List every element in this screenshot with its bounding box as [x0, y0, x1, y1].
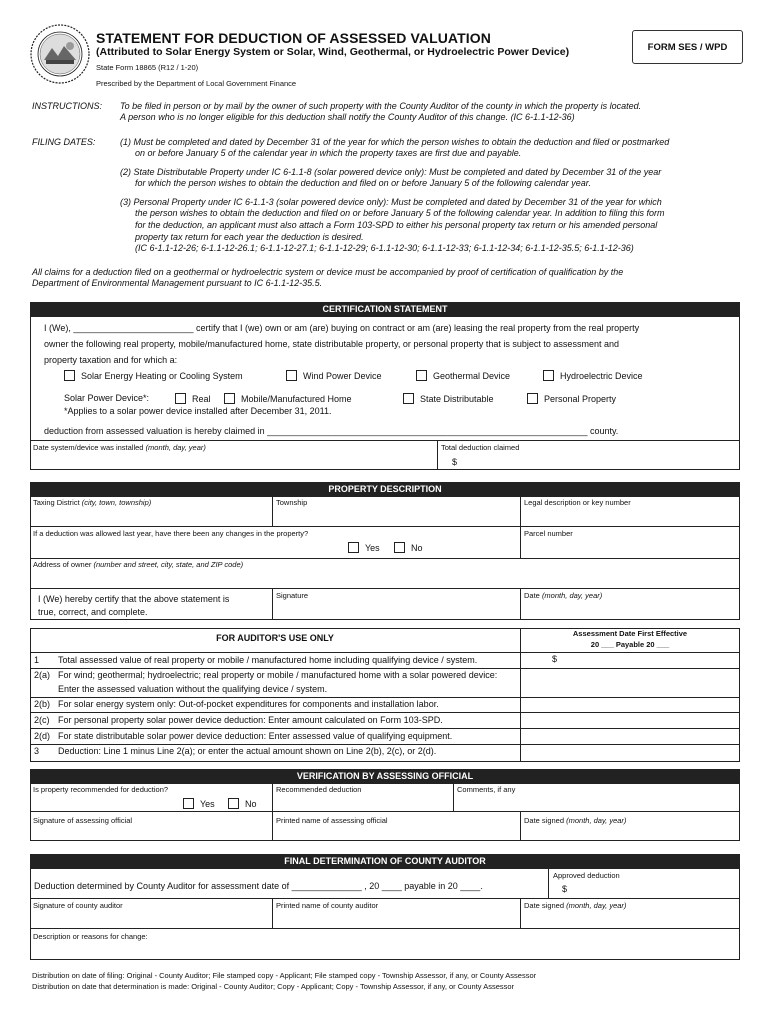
- filing-item-3-line-4: property tax return for each year the deduction is desired.: [135, 232, 364, 242]
- changes-yes-checkbox[interactable]: [348, 542, 359, 553]
- state-distributable-label: State Distributable: [420, 394, 494, 404]
- claims-note-line-2: Department of Environmental Management pursuant to IC 6-1.1-12-35.5.: [32, 278, 323, 288]
- real-label: Real: [192, 394, 211, 404]
- assessor-date-signed-label: Date signed: [524, 816, 565, 825]
- personal-property-label: Personal Property: [544, 394, 617, 404]
- distribution-filing: Distribution on date of filing: Original - County Auditor; File stamped copy - Applicant; File stamped copy - Township Assessor, if any, or County Assessor: [32, 971, 537, 980]
- description-label: Description or reasons for change:: [33, 932, 148, 941]
- auditor-line-text: For personal property solar power device deduction: Enter amount calculated on Form 103-SPD.: [58, 715, 443, 725]
- personal-property-checkbox[interactable]: [527, 393, 538, 404]
- determined-line[interactable]: Deduction determined by County Auditor for assessment date of ______________ , 20 ____ payable in 20 ____.: [34, 881, 483, 891]
- solar-energy-label: Solar Energy Heating or Cooling System: [81, 371, 243, 381]
- total-claimed-label: Total deduction claimed: [441, 443, 520, 452]
- deduction-county-line[interactable]: deduction from assessed valuation is hereby claimed in ________________________________________________________________ county.: [44, 426, 619, 436]
- changes-yes-label: Yes: [365, 543, 380, 553]
- filing-item-3-line-2: the person wishes to obtain the deduction and filed on or before January 5 of the following calendar year. In addition to filing this form: [135, 208, 665, 218]
- township-label: Township: [276, 498, 308, 507]
- auditor-date-hint: (month, day, year): [566, 901, 627, 910]
- recommended-no-checkbox[interactable]: [228, 798, 239, 809]
- hydroelectric-checkbox[interactable]: [543, 370, 554, 381]
- wind-power-label: Wind Power Device: [303, 371, 382, 381]
- recommended-no-label: No: [245, 799, 257, 809]
- date-installed-label: Date system/device was installed: [33, 443, 144, 452]
- auditor-line-number: 3: [34, 746, 40, 756]
- signature-label: Signature: [276, 591, 309, 600]
- auditor-line-text: Deduction: Line 1 minus Line 2(a); or enter the actual amount shown on Line 2(b), 2(c), or 2(d).: [58, 746, 437, 756]
- parcel-number-label: Parcel number: [524, 529, 573, 538]
- recommended-yes-label: Yes: [200, 799, 215, 809]
- certification-heading: CERTIFICATION STATEMENT: [30, 302, 740, 316]
- legal-description-label: Legal description or key number: [524, 498, 631, 507]
- cert-line-3: property taxation and for which a:: [44, 355, 178, 365]
- state-distributable-checkbox[interactable]: [403, 393, 414, 404]
- effective-title: Assessment Date First Effective: [572, 629, 688, 638]
- auditor-dollar[interactable]: $: [552, 654, 558, 664]
- date-hint: (month, day, year): [541, 591, 603, 600]
- filing-item-3-line-1: (3) Personal Property under IC 6-1.1-3 (solar powered device only): Must be completed and dated by December 31 of the year for which: [120, 197, 662, 207]
- auditor-line-number: 1: [34, 655, 40, 665]
- certify-text-line-1: I (We) hereby certify that the above statement is: [38, 594, 230, 604]
- state-seal-logo: [30, 24, 90, 84]
- auditor-date-signed-label: Date signed: [524, 901, 565, 910]
- auditor-line-number: 2(b): [34, 699, 51, 709]
- instructions-line-2: A person who is no longer eligible for this deduction shall notify the County Auditor of this change. (IC 6-1.1-12-36): [120, 112, 575, 122]
- filing-item-1-line-2: on or before January 5 of the calendar year in which the property taxes are first due and payable.: [135, 148, 522, 158]
- auditor-line-number: 2(c): [34, 715, 50, 725]
- auditor-line-text: For wind; geothermal; hydroelectric; real property or mobile / manufactured home with a solar powered device:: [58, 670, 498, 680]
- auditor-line-number: 2(a): [34, 670, 51, 680]
- filing-item-1-line-1: (1) Must be completed and dated by December 31 of the year for which the person wishes to obtain the deduction and filed or postmarked: [120, 137, 670, 147]
- auditor-line-text: For solar energy system only: Out-of-pocket expenditures for components and installation labor.: [58, 699, 439, 709]
- auditor-line-text: Total assessed value of real property or mobile / manufactured home including qualifying device / system.: [58, 655, 478, 665]
- form-subtitle: (Attributed to Solar Energy System or Solar, Wind, Geothermal, or Hydroelectric Power Device): [96, 46, 570, 58]
- approved-deduction-label: Approved deduction: [553, 871, 620, 880]
- filing-item-3-line-3: for the deduction, an applicant must also attach a Form 103-SPD to either his personal property tax return or his amended personal: [135, 220, 658, 230]
- geothermal-label: Geothermal Device: [433, 371, 511, 381]
- verification-heading: VERIFICATION BY ASSESSING OFFICIAL: [30, 769, 740, 783]
- auditor-printed-name-label: Printed name of county auditor: [276, 901, 379, 910]
- real-checkbox[interactable]: [175, 393, 186, 404]
- date-installed-hint: (month, day, year): [145, 443, 206, 452]
- instructions-label: INSTRUCTIONS:: [32, 101, 103, 111]
- recommended-deduction-label: Recommended deduction: [276, 785, 362, 794]
- assessor-date-hint: (month, day, year): [566, 816, 627, 825]
- final-heading: FINAL DETERMINATION OF COUNTY AUDITOR: [30, 854, 740, 868]
- form-title: STATEMENT FOR DEDUCTION OF ASSESSED VALUATION: [96, 30, 491, 46]
- total-claimed-dollar[interactable]: $: [452, 457, 458, 467]
- certify-text-line-2: true, correct, and complete.: [38, 607, 148, 617]
- changes-question: If a deduction was allowed last year, have there been any changes in the property?: [33, 529, 309, 538]
- mobile-home-checkbox[interactable]: [224, 393, 235, 404]
- date-label: Date: [524, 591, 540, 600]
- distribution-determination: Distribution on date that determination is made: Original - County Auditor; Copy - Applicant; Copy - Township Assessor, if any, or County Assessor: [32, 982, 515, 991]
- comments-label: Comments, if any: [457, 785, 516, 794]
- taxing-district-hint: (city, town, township): [81, 498, 152, 507]
- owner-address-hint: (number and street, city, state, and ZIP code): [93, 560, 244, 569]
- assessor-printed-name-label: Printed name of assessing official: [276, 816, 388, 825]
- applies-note: *Applies to a solar power device installed after December 31, 2011.: [64, 406, 332, 416]
- filing-item-3-line-5: (IC 6-1.1-12-26; 6-1.1-12-26.1; 6-1.1-12-27.1; 6-1.1-12-29; 6-1.1-12-30; 6-1.1-12-33; 6-1.1-12-34; 6-1.1-12-35.5; 6-1.1-12-36): [135, 243, 634, 253]
- auditor-signature-label: Signature of county auditor: [33, 901, 123, 910]
- cert-line-1: I (We), ________________________ certify that I (we) own or am (are) buying on contract or am (are) leasing the real property from the real property: [44, 323, 640, 333]
- form-code-box: FORM SES / WPD: [632, 30, 743, 64]
- geothermal-checkbox[interactable]: [416, 370, 427, 381]
- filing-dates-label: FILING DATES:: [32, 137, 96, 147]
- filing-item-2-line-2: for which the person wishes to obtain the deduction and filed on or before January 5 of the following calendar year.: [135, 178, 591, 188]
- claims-note-line-1: All claims for a deduction filed on a geothermal or hydroelectric system or device must be accompanied by proof of certification of qualification by the: [32, 267, 624, 277]
- mobile-home-label: Mobile/Manufactured Home: [241, 394, 352, 404]
- prescribed-by: Prescribed by the Department of Local Government Finance: [96, 79, 297, 88]
- auditor-heading: FOR AUDITOR'S USE ONLY: [216, 633, 334, 643]
- recommended-yes-checkbox[interactable]: [183, 798, 194, 809]
- changes-no-label: No: [411, 543, 423, 553]
- approved-dollar[interactable]: $: [562, 884, 568, 894]
- property-heading: PROPERTY DESCRIPTION: [30, 482, 740, 496]
- wind-power-checkbox[interactable]: [286, 370, 297, 381]
- state-form-number: State Form 18865 (R12 / 1-20): [96, 63, 199, 72]
- instructions-line-1: To be filed in person or by mail by the owner of such property with the County Auditor of the county in which the property is located.: [120, 101, 642, 111]
- auditor-line-number: 2(d): [34, 731, 51, 741]
- changes-no-checkbox[interactable]: [394, 542, 405, 553]
- assessor-signature-label: Signature of assessing official: [33, 816, 133, 825]
- taxing-district-label: Taxing District: [33, 498, 80, 507]
- auditor-line-text: For state distributable solar power device deduction: Enter assessed value of qualifying equipment.: [58, 731, 453, 741]
- recommended-question: Is property recommended for deduction?: [33, 785, 169, 794]
- solar-power-device-label: Solar Power Device*:: [64, 393, 150, 403]
- auditor-line-text: Enter the assessed valuation without the qualifying device / system.: [58, 684, 328, 694]
- owner-address-label: Address of owner: [33, 560, 92, 569]
- filing-item-2-line-1: (2) State Distributable Property under IC 6-1.1-8 (solar powered device only): Must be completed and dated by December 31 of the year: [120, 167, 662, 177]
- cert-line-2: owner the following real property, mobile/manufactured home, state distributable property, or personal property that is subject to assessment and: [44, 339, 619, 349]
- solar-energy-checkbox[interactable]: [64, 370, 75, 381]
- effective-line: 20 ___ Payable 20 ___: [590, 640, 670, 649]
- hydroelectric-label: Hydroelectric Device: [560, 371, 643, 381]
